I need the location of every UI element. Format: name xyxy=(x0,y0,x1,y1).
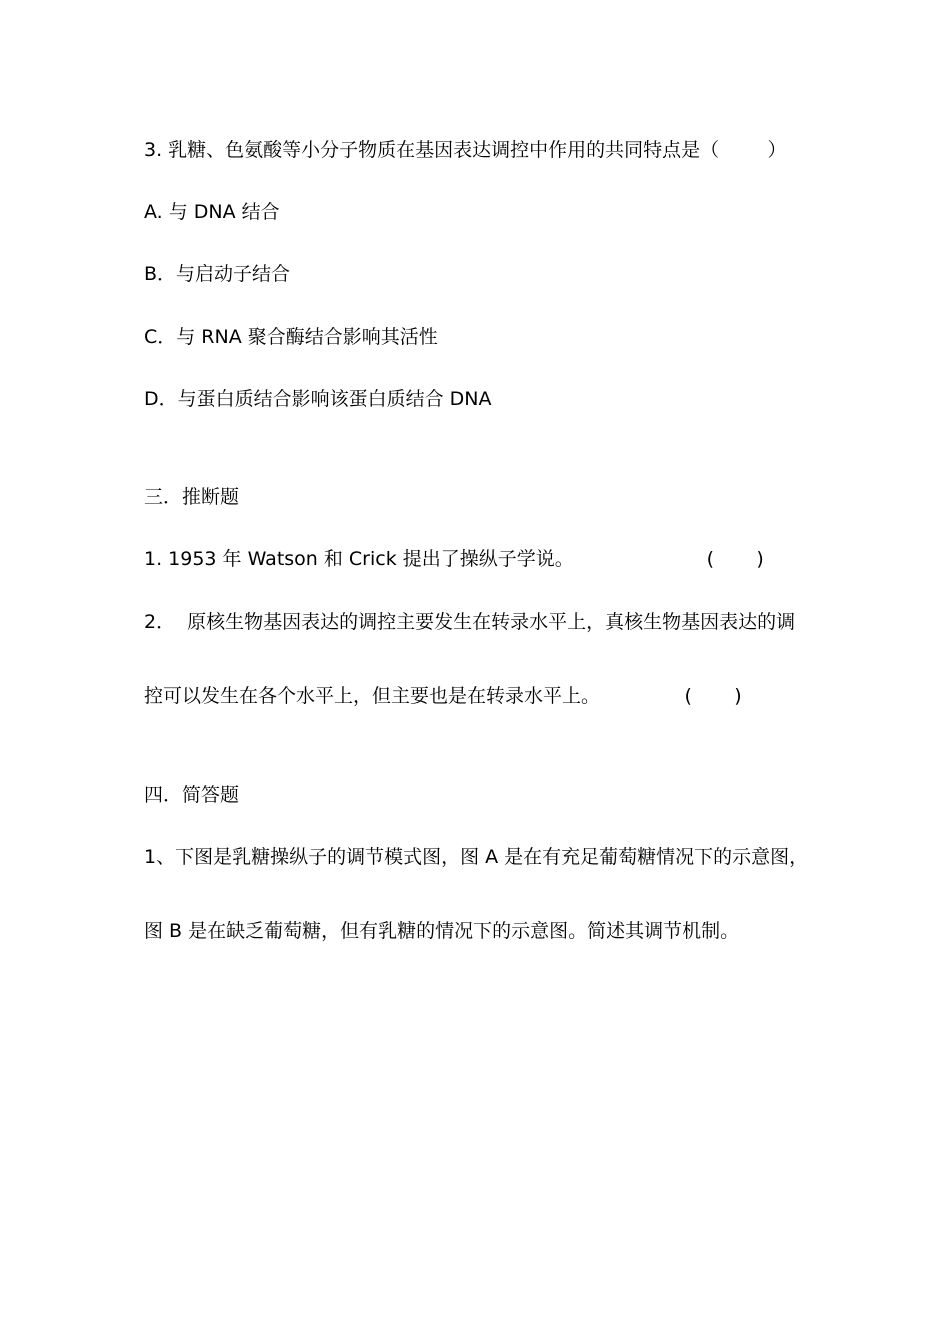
question-3-option-c: C．与 RNA 聚合酶结合影响其活性 xyxy=(144,326,438,348)
question-3-option-b: B．与启动子结合 xyxy=(144,263,291,285)
section-4-heading: 四．简答题 xyxy=(144,784,240,806)
question-3-stem: 3. 乳糖、色氨酸等小分子物质在基因表达调控中作用的共同特点是（ ） xyxy=(144,139,787,161)
question-3-option-d: D．与蛋白质结合影响该蛋白质结合 DNA xyxy=(144,388,492,410)
section-3-item-2-line-1: 2． 原核生物基因表达的调控主要发生在转录水平上，真核生物基因表达的调 xyxy=(144,611,796,633)
section-4-item-1-line-1: 1、下图是乳糖操纵子的调节模式图，图 A 是在有充足葡萄糖情况下的示意图， xyxy=(144,846,809,868)
section-3-item-2-line-2: 控可以发生在各个水平上，但主要也是在转录水平上。 ( ) xyxy=(144,685,742,707)
section-4-item-1-line-2: 图 B 是在缺乏葡萄糖，但有乳糖的情况下的示意图。简述其调节机制。 xyxy=(144,920,740,942)
section-3-heading: 三．推断题 xyxy=(144,486,240,508)
section-3-item-1: 1. 1953 年 Watson 和 Crick 提出了操纵子学说。 ( ) xyxy=(144,548,764,570)
question-3-option-a: A. 与 DNA 结合 xyxy=(144,201,280,223)
